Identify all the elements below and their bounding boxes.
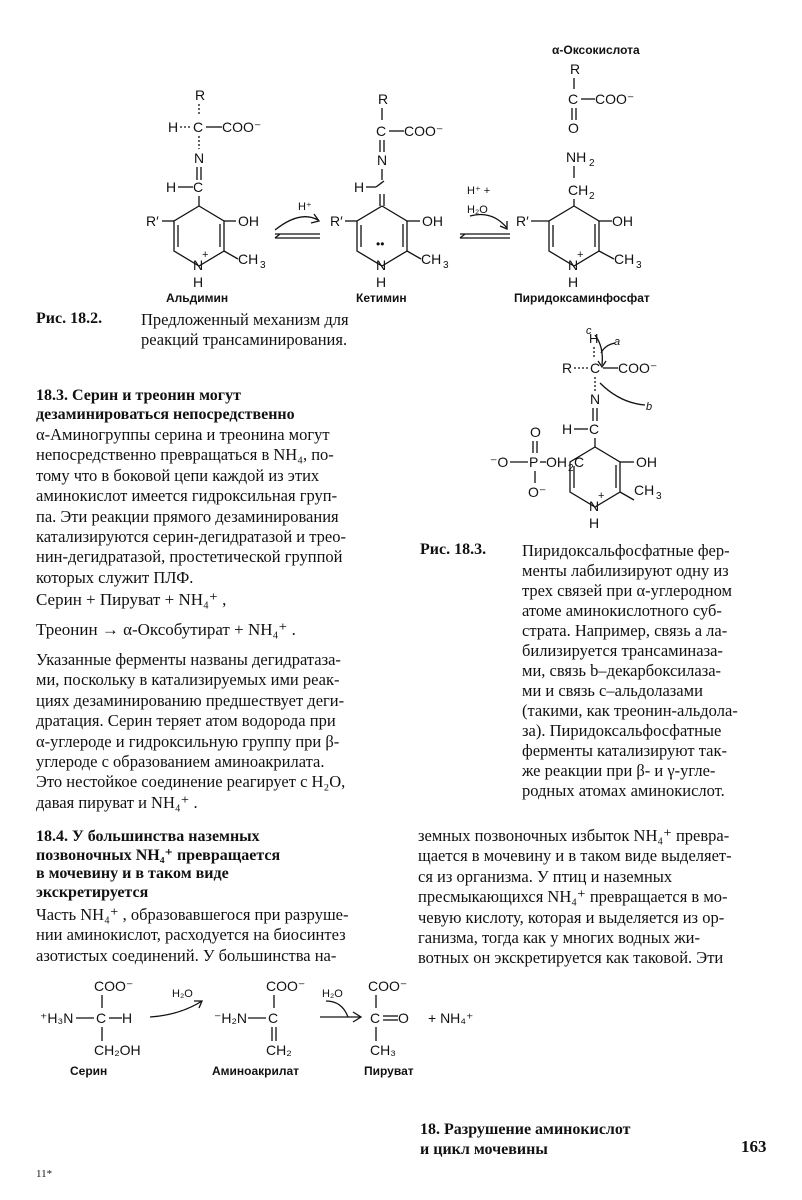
section-18-4-left-text xyxy=(36,905,391,966)
text-line: Часть NH₄⁺ , образовавшегося при разруше- xyxy=(36,905,349,924)
svg-text:C: C xyxy=(193,119,204,135)
svg-text:C: C xyxy=(574,454,585,470)
ammonium-product: + NH₄⁺ xyxy=(428,1010,474,1026)
svg-text:3: 3 xyxy=(636,260,642,271)
svg-text:2: 2 xyxy=(589,191,595,202)
footer-line: и цикл мочевины xyxy=(420,1141,548,1158)
svg-text:P: P xyxy=(529,454,539,470)
text-line: Это нестойкое соединение реагирует с H₂O, xyxy=(36,772,346,792)
svg-text:N: N xyxy=(376,257,387,273)
svg-text:b: b xyxy=(646,401,653,413)
equation-serine: Серин + Пируват + NH₄⁺ , xyxy=(36,590,227,609)
svg-text:N: N xyxy=(377,152,388,168)
svg-text:O: O xyxy=(530,424,541,440)
caption-line: же реакции при β- и γ-угле- xyxy=(522,761,716,780)
svg-text:R: R xyxy=(570,61,581,77)
equation-threonine: Треонин → α-Оксобутират + NH₄⁺ . xyxy=(36,620,296,639)
footer-line: 18. Разрушение аминокислот xyxy=(420,1121,631,1138)
aldimine-label: Альдимин xyxy=(166,291,229,305)
svg-text:+: + xyxy=(598,490,605,502)
pyridoxamine-structure xyxy=(516,149,642,290)
text-line: азотистых соединений. У большинства на- xyxy=(36,945,337,965)
h-plus-label: H⁺ xyxy=(298,201,312,213)
svg-text:H: H xyxy=(354,179,365,195)
svg-text:OH: OH xyxy=(238,213,259,229)
svg-text:N: N xyxy=(194,150,205,166)
svg-text:OH: OH xyxy=(612,213,633,229)
text-line: па. Эти реакции прямого дезаминирования xyxy=(36,506,339,526)
svg-text:R′: R′ xyxy=(146,213,159,229)
svg-text:C: C xyxy=(370,1010,381,1026)
caption-line: за). Пиридоксальфосфатные xyxy=(522,721,722,740)
svg-text:a: a xyxy=(614,336,621,348)
section-18-4-right-text xyxy=(418,826,770,969)
water-label: H₂O xyxy=(467,204,488,216)
svg-text:2: 2 xyxy=(589,158,595,169)
text-line: ганизма, тогда как у многих водных жи- xyxy=(418,928,700,948)
caption-line: ферменты катализируют так- xyxy=(522,741,727,760)
text-line: которых служит ПЛФ. xyxy=(36,567,194,587)
text-line: катализируются серин-дегидратазой и трео- xyxy=(36,527,346,547)
svg-text:N: N xyxy=(568,257,579,273)
svg-text:C: C xyxy=(376,123,387,139)
svg-text:⁻O: ⁻O xyxy=(490,454,509,470)
figure-18-3-caption-text xyxy=(522,541,772,801)
serine-label: Серин xyxy=(70,1064,108,1078)
text-line: α-Аминогруппы серина и треонина могут xyxy=(36,425,330,444)
svg-text:R: R xyxy=(562,360,573,376)
svg-text:H: H xyxy=(589,331,599,346)
text-line: нии аминокислот, расходуется на биосинтез xyxy=(36,925,346,945)
serine-dehydratase-scheme xyxy=(30,975,510,1085)
figure-18-2-caption-text: Предложенный механизм для реакций трансаминирования. xyxy=(141,310,349,349)
text-line: вотных он экскретируется как таковой. Эти xyxy=(418,948,724,968)
svg-text:CH₂OH: CH₂OH xyxy=(94,1042,141,1058)
caption-line: родных атомах аминокислот. xyxy=(522,781,725,800)
svg-text:CH: CH xyxy=(238,251,259,267)
svg-text:OH: OH xyxy=(636,454,657,470)
svg-text:H: H xyxy=(193,274,204,290)
heading-line: экскретируется xyxy=(36,883,149,901)
heading-line: 18.4. У большинства наземных xyxy=(36,828,260,845)
svg-text:CH: CH xyxy=(614,251,635,267)
pyruvate-label: Пируват xyxy=(364,1064,414,1078)
svg-text:N: N xyxy=(590,391,601,407)
caption-line: страта. Например, связь a ла- xyxy=(522,621,728,640)
svg-text:H₂O: H₂O xyxy=(172,988,193,1000)
text-line: ми, поскольку в катализируемых ими реак- xyxy=(36,670,340,690)
svg-text:c: c xyxy=(586,325,592,337)
svg-text:COO⁻: COO⁻ xyxy=(618,360,658,376)
aminoacrylate-label: Аминоакрилат xyxy=(212,1064,300,1078)
caption-line: билизируется трансаминаза- xyxy=(522,641,723,660)
svg-text:H: H xyxy=(562,421,573,437)
svg-text:N: N xyxy=(589,498,600,514)
heading-line: в мочевину и в таком виде xyxy=(36,865,229,882)
svg-text:C: C xyxy=(96,1010,107,1026)
caption-line: Пиридоксальфосфатные фер- xyxy=(522,541,730,560)
caption-line: атоме аминокислотного суб- xyxy=(522,601,722,620)
page-number: 163 xyxy=(741,1137,767,1156)
svg-text:CH: CH xyxy=(421,251,442,267)
svg-text:C: C xyxy=(193,179,204,195)
svg-text:3: 3 xyxy=(656,491,662,502)
text-line: Указанные ферменты названы дегидратаза- xyxy=(36,650,341,669)
text-line: ся из организма. У птиц и наземных xyxy=(418,866,673,886)
caption-line: (такими, как треонин-альдола- xyxy=(522,701,738,720)
svg-text:3: 3 xyxy=(443,260,449,271)
svg-text:⁻H₂N: ⁻H₂N xyxy=(214,1010,248,1026)
text-line: α-углероде и гидроксильную группу при β- xyxy=(36,731,340,751)
svg-text:⁺H₃N: ⁺H₃N xyxy=(40,1010,74,1026)
heading-line: дезаминироваться непосредственно xyxy=(36,405,295,423)
svg-text:R: R xyxy=(195,87,206,103)
svg-text:OH: OH xyxy=(546,454,567,470)
svg-text:+: + xyxy=(202,249,209,261)
text-line: нин-дегидратазой, простетической группой xyxy=(36,547,343,567)
svg-text:R′: R′ xyxy=(516,213,529,229)
svg-text:H: H xyxy=(168,119,179,135)
text-line: непосредственно превращаться в NH₄, по- xyxy=(36,445,334,465)
svg-text:••: •• xyxy=(376,237,385,251)
svg-text:2: 2 xyxy=(568,463,574,474)
svg-text:O: O xyxy=(568,120,579,136)
svg-text:H: H xyxy=(166,179,177,195)
caption-line: ми и связь c–альдолазами xyxy=(522,681,703,700)
svg-text:N: N xyxy=(193,257,204,273)
pyridoxamine-label: Пиридоксаминфосфат xyxy=(514,291,650,305)
svg-text:NH: NH xyxy=(566,149,587,165)
text-line: пресмыкающихся NH₄⁺ превращается в мо- xyxy=(418,887,728,907)
caption-line: ми, связь b–декарбоксилаза- xyxy=(522,661,722,680)
svg-text:COO⁻: COO⁻ xyxy=(266,978,306,994)
svg-text:CH: CH xyxy=(634,482,655,498)
svg-text:COO⁻: COO⁻ xyxy=(222,119,262,135)
h-plus-water-label: H⁺ + xyxy=(467,185,491,197)
section-18-4-heading xyxy=(36,828,396,902)
section-18-3-para2 xyxy=(36,650,391,813)
svg-text:CH₂: CH₂ xyxy=(266,1042,292,1058)
svg-text:C: C xyxy=(268,1010,279,1026)
svg-text:CH: CH xyxy=(568,182,589,198)
svg-text:C: C xyxy=(590,360,601,376)
text-line: аминокислот имеется гидроксильная груп- xyxy=(36,486,338,506)
svg-text:H: H xyxy=(122,1010,133,1026)
svg-text:R: R xyxy=(378,91,389,107)
ketimine-structure xyxy=(330,91,449,290)
figure-18-3-scheme xyxy=(470,325,700,535)
figure-18-2-caption-label: Рис. 18.2. xyxy=(36,310,103,327)
svg-text:H: H xyxy=(568,274,579,290)
text-line: чевую кислоту, которая и выделяется из ор- xyxy=(418,907,725,927)
text-line: циях дезаминированию предшествует деги- xyxy=(36,690,345,710)
heading-line: позвоночных NH₄⁺ превращается xyxy=(36,846,281,864)
signature-mark: 11* xyxy=(36,1168,53,1180)
text-line: земных позвоночных избыток NH₄⁺ превра- xyxy=(418,826,730,845)
ketimine-label: Кетимин xyxy=(356,291,407,305)
heading-line: 18.3. Серин и треонин могут xyxy=(36,387,241,404)
text-line: дратация. Серин теряет атом водорода при xyxy=(36,711,336,731)
section-18-3-heading xyxy=(36,387,396,424)
caption-line: менты лабилизируют одну из xyxy=(522,561,729,580)
figure-18-2-scheme xyxy=(0,40,802,312)
svg-text:C: C xyxy=(568,91,579,107)
oxoacid-label: α-Оксокислота xyxy=(552,43,640,57)
svg-text:+: + xyxy=(577,249,584,261)
svg-text:H: H xyxy=(376,274,387,290)
figure-18-3-caption-label: Рис. 18.3. xyxy=(420,541,487,558)
text-line: давая пируват и NH₄⁺ . xyxy=(36,792,198,812)
text-line: щается в мочевину и в таком виде выделяет- xyxy=(418,846,732,866)
text-line: углероде с образованием аминоакрилата. xyxy=(36,752,325,772)
svg-text:R′: R′ xyxy=(330,213,343,229)
svg-text:CH₃: CH₃ xyxy=(370,1042,396,1058)
svg-text:C: C xyxy=(589,421,600,437)
running-footer xyxy=(420,1120,631,1160)
section-18-3-para1 xyxy=(36,425,391,588)
svg-text:3: 3 xyxy=(260,260,266,271)
svg-text:COO⁻: COO⁻ xyxy=(368,978,408,994)
svg-text:COO⁻: COO⁻ xyxy=(595,91,635,107)
svg-text:O: O xyxy=(398,1010,409,1026)
svg-text:COO⁻: COO⁻ xyxy=(404,123,444,139)
svg-text:COO⁻: COO⁻ xyxy=(94,978,134,994)
oxoacid-structure xyxy=(552,43,640,136)
svg-text:O⁻: O⁻ xyxy=(528,484,547,500)
svg-text:H: H xyxy=(589,515,600,531)
svg-text:OH: OH xyxy=(422,213,443,229)
aldimine-structure xyxy=(146,87,266,290)
text-line: тому что в боковой цепи каждой из этих xyxy=(36,465,320,485)
caption-line: трех связей при α-углеродном xyxy=(522,581,732,600)
svg-text:H₂O: H₂O xyxy=(322,988,343,1000)
